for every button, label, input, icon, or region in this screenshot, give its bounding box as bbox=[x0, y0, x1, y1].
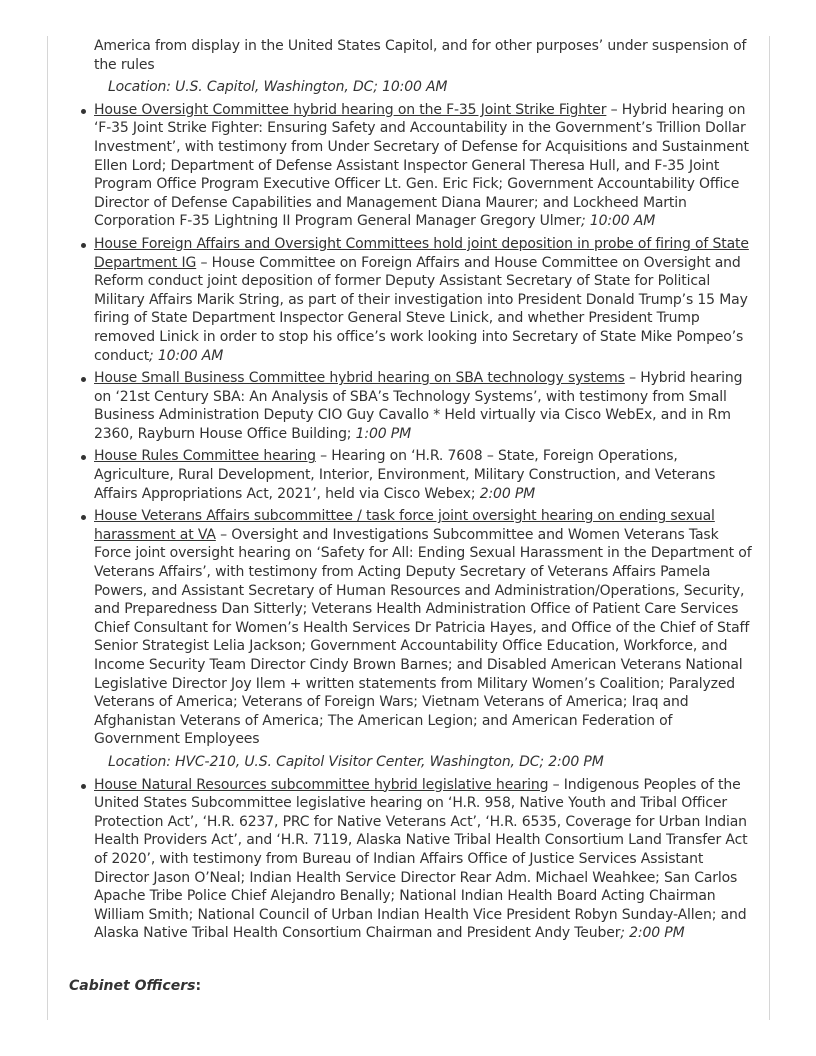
hearing-time: ; 10:00 AM bbox=[581, 213, 656, 230]
section-heading-colon: : bbox=[195, 978, 202, 994]
hearing-time: ; 2:00 PM bbox=[620, 925, 685, 942]
list-item bbox=[94, 507, 754, 771]
hearing-location: Location: HVC-210, U.S. Capitol Visitor Center, Washington, DC; 2:00 PM bbox=[108, 753, 604, 770]
hearing-link[interactable]: House Natural Resources subcommittee hybrid legislative hearing bbox=[94, 776, 549, 793]
section-heading-cabinet-officers bbox=[69, 978, 201, 994]
hearing-description: – Hybrid hearing on ‘F-35 Joint Strike Fighter: Ensuring Safety and Accountability in the Government’s Trillion Dollar Investment’, with testimony from Under Secretary of Defense for Acquisitions and Sustainment Ellen Lord; Department of Defense Assistant Inspector General Theresa Hull, and F-35 Joint Program Office Program Executive Officer Lt. Gen. Eric Fick; Government Accountability Office Director of Defense Capabilities and Management Diana Maurer; and Lockheed Martin Corporation F-35 Lightning II Program General Manager Gregory Ulmer bbox=[94, 101, 749, 230]
list-item bbox=[94, 101, 754, 231]
intro-location: Location: U.S. Capitol, Washington, DC; 10:00 AM bbox=[108, 79, 448, 96]
list-item bbox=[94, 235, 754, 365]
hearing-link[interactable]: House Rules Committee hearing bbox=[94, 448, 316, 465]
hearing-link[interactable]: House Veterans Affairs subcommittee / task force joint oversight hearing on ending sexual harassment at VA bbox=[94, 508, 715, 543]
hearing-time: 1:00 PM bbox=[355, 425, 412, 442]
hearing-link[interactable]: House Small Business Committee hybrid hearing on SBA technology systems bbox=[94, 370, 625, 387]
hearing-time: ; 10:00 AM bbox=[149, 347, 224, 364]
list-item bbox=[94, 776, 754, 943]
hearing-description: – House Committee on Foreign Affairs and House Committee on Oversight and Reform conduct joint deposition of former Deputy Assistant Secretary of State for Political Military Affairs Marik String, as part of their investigation into President Donald Trump’s 15 May firing of State Department Inspector General Steve Linick, and whether President Trump removed Linick in order to stop his office’s work looking into Secretary of State Mike Pompeo’s conduct bbox=[94, 254, 748, 364]
hearing-time: 2:00 PM bbox=[479, 485, 536, 502]
hearing-description: – Indigenous Peoples of the United States Subcommittee legislative hearing on ‘H.R. 958, Native Youth and Tribal Officer Protection Act’, ‘H.R. 6237, PRC for Native Veterans Act’, ‘H.R. 6535, Coverage for Urban Indian Health Providers Act’, and ‘H.R. 7119, Alaska Native Tribal Health Consortium Land Transfer Act of 2020’, with testimony from Bureau of Indian Affairs Office of Justice Services Assistant Director Jason O’Neal; Indian Health Service Director Rear Adm. Michael Weahkee; San Carlos Apache Tribe Police Chief Alejandro Benally; National Indian Health Board Acting Chairman William Smith; National Council of Urban Indian Health Vice President Robyn Sunday-Allen; and Alaska Native Tribal Health Consortium Chairman and President Andy Teuber bbox=[94, 776, 748, 942]
hearing-link[interactable]: House Foreign Affairs and Oversight Committees hold joint deposition in probe of firing of State Department IG bbox=[94, 235, 749, 271]
hearing-description: – Hybrid hearing on ‘21st Century SBA: An Analysis of SBA’s Technology Systems’, with testimony from Small Business Administration Deputy CIO Guy Cavallo * Held virtually via Cisco WebEx, and in Rm 2360, Rayburn House Office Building; bbox=[94, 370, 743, 442]
hearing-description: – Hearing on ‘H.R. 7608 – State, Foreign Operations, Agriculture, Rural Development, Interior, Environment, Military Construction, and Veterans Affairs Appropriations Act, 2021’, held via Cisco Webex; bbox=[94, 448, 716, 502]
page-frame bbox=[47, 36, 770, 1020]
hearing-list bbox=[94, 101, 754, 943]
hearing-link[interactable]: House Oversight Committee hybrid hearing on the F-35 Joint Strike Fighter bbox=[94, 101, 607, 118]
schedule-content bbox=[94, 36, 754, 947]
hearing-description: – Oversight and Investigations Subcommittee and Women Veterans Task Force joint oversight hearing on ‘Safety for All: Ending Sexual Harassment in the Department of Veterans Affairs’, with testimony from Acting Deputy Secretary of Veterans Affairs Pamela Powers, and Assistant Secretary of Human Resources and Administration/Operations, Security, and Preparedness Dan Sitterly; Veterans Health Administration Office of Patient Care Services Chief Consultant for Women’s Health Services Dr Patricia Hayes, and Office of the Chief of Staff Senior Strategist Lelia Jackson; Government Accountability Office Education, Workforce, and Income Security Team Director Cindy Brown Barnes; and Disabled American Veterans National Legislative Director Joy Ilem + written statements from Military Women’s Coalition; Paralyzed Veterans of America; Veterans of Foreign Wars; Vietnam Veterans of America; Iraq and Afghanistan Veterans of America; The American Legion; and American Federation of Government Employees bbox=[94, 526, 752, 748]
section-heading-label: Cabinet Officers bbox=[69, 978, 196, 994]
intro-text: America from display in the United States Capitol, and for other purposes’ under suspension of the rules bbox=[94, 38, 747, 73]
list-item bbox=[94, 447, 754, 503]
list-item bbox=[94, 369, 754, 443]
